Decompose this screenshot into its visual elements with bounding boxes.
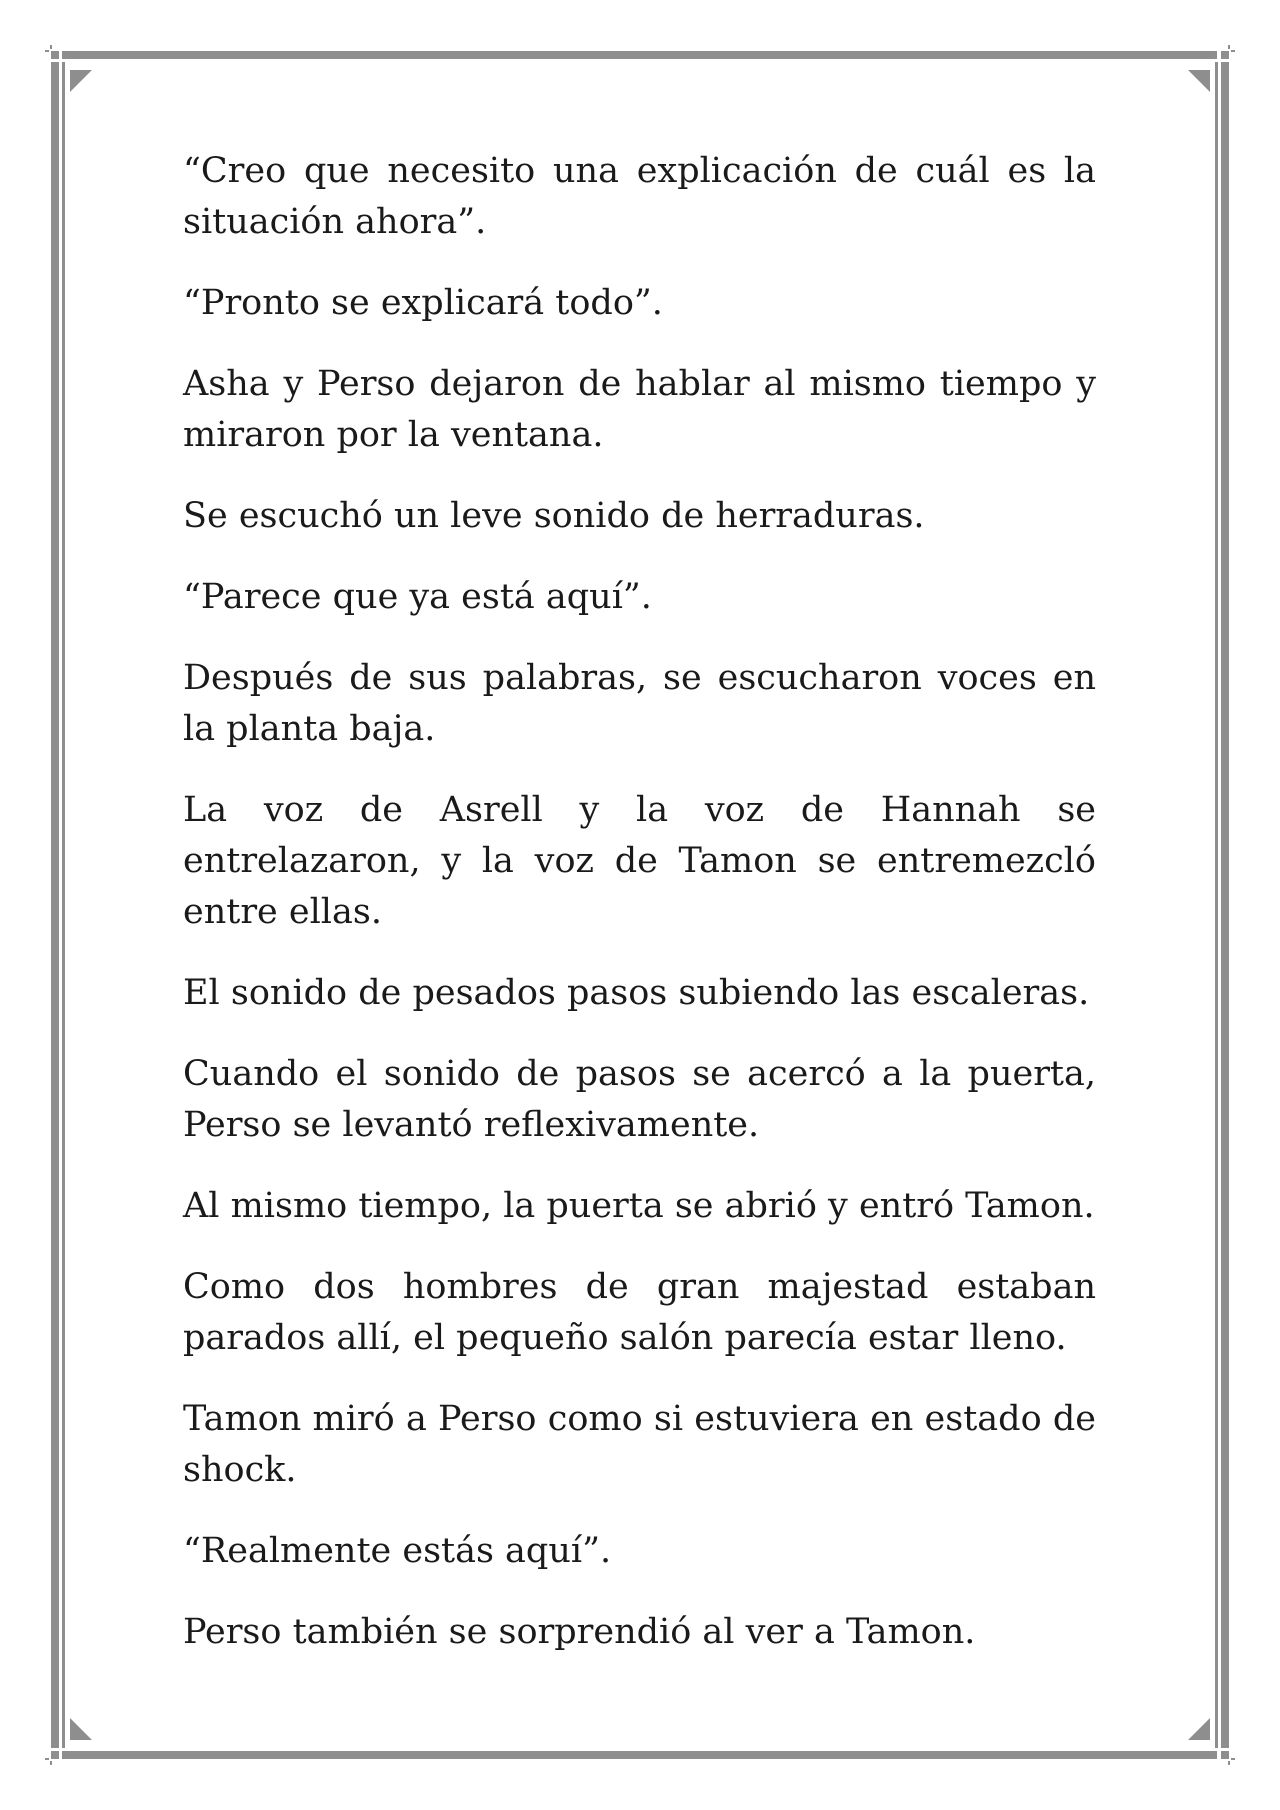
page-body-text [183, 146, 1096, 1688]
paragraph: “Pronto se explicará todo”. [183, 283, 663, 323]
paragraph: Tamon miró a Perso como si estuviera en estado de shock. [183, 1399, 1096, 1490]
paragraph: Perso también se sorprendió al ver a Tamon. [183, 1612, 976, 1652]
paragraph: El sonido de pesados pasos subiendo las escaleras. [183, 973, 1090, 1013]
paragraph: Después de sus palabras, se escucharon voces en la planta baja. [183, 658, 1096, 749]
paragraph: Como dos hombres de gran majestad estaban parados allí, el pequeño salón parecía estar lleno. [183, 1267, 1096, 1358]
paragraph: Al mismo tiempo, la puerta se abrió y entró Tamon. [183, 1186, 1095, 1226]
paragraph: La voz de Asrell y la voz de Hannah se entrelazaron, y la voz de Tamon se entremezcló entre ellas. [183, 790, 1096, 932]
paragraph: Se escuchó un leve sonido de herraduras. [183, 496, 925, 536]
paragraph: “Realmente estás aquí”. [183, 1531, 612, 1571]
paragraph: “Creo que necesito una explicación de cuál es la situación ahora”. [183, 151, 1096, 242]
paragraph: Asha y Perso dejaron de hablar al mismo tiempo y miraron por la ventana. [183, 364, 1096, 455]
paragraph: Cuando el sonido de pasos se acercó a la puerta, Perso se levantó reflexivamente. [183, 1054, 1096, 1145]
paragraph: “Parece que ya está aquí”. [183, 577, 652, 617]
